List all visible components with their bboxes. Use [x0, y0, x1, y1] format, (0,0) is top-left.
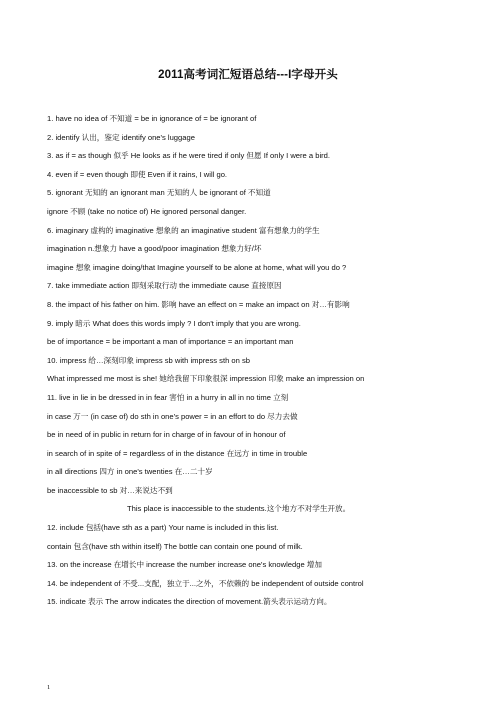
text-line: What impressed me most is she! 她给我留下印象很深 impression 印象 make an impression on [47, 374, 365, 384]
text-line: be inaccessible to sb 对…来说达不到 [47, 485, 173, 495]
text-line: 12. include 包括(have sth as a part) Your name is included in this list. [47, 523, 279, 533]
text-line: imagination n.想象力 have a good/poor imagination 想象力好/坏 [47, 244, 262, 254]
text-line: 11. live in lie in be dressed in in fear 害怕 in a hurry in all in no time 立刻 [47, 392, 289, 402]
text-line: be in need of in public in return for in charge of in favour of in honour of [47, 430, 286, 440]
text-line: ignore 不顾 (take no notice of) He ignored personal danger. [47, 206, 247, 216]
page-number: 1 [47, 684, 51, 691]
text-line: 1. have no idea of 不知道 = be in ignorance of = be ignorant of [47, 114, 257, 123]
text-line: This place is inaccessible to the students.这个地方不对学生开放。 [127, 504, 351, 514]
text-line: 7. take immediate action 即刻采取行动 the immediate cause 直接原因 [47, 281, 282, 291]
text-line: imagine 想象 imagine doing/that Imagine yourself to be alone at home, what will you do ? [47, 262, 347, 272]
text-line: in all directions 四方 in one's twenties 在…二十岁 [47, 467, 213, 477]
text-line: 8. the impact of his father on him. 影响 have an effect on = make an impact on 对…有影响 [47, 299, 350, 309]
text-line: in case 万一 (in case of) do sth in one's power = in an effort to do 尽力去做 [47, 411, 298, 421]
text-line: 9. imply 暗示 What does this words imply ? I don't imply that you are wrong. [47, 318, 301, 328]
text-line: 5. ignorant 无知的 an ignorant man 无知的人 be ignorant of 不知道 [47, 188, 271, 198]
text-line: in search of in spite of = regardless of in the distance 在远方 in time in trouble [47, 448, 308, 458]
text-line: 6. imaginary 虚构的 imaginative 想象的 an imaginative student 富有想象力的学生 [47, 225, 320, 235]
text-line: contain 包含(have sth within itself) The bottle can contain one pound of milk. [47, 541, 303, 551]
text-line: 13. on the increase 在增长中 increase the number increase one's knowledge 增加 [47, 560, 322, 570]
document-title: 2011高考词汇短语总结---I字母开头 [158, 69, 338, 81]
text-line: 3. as if = as though 似乎 He looks as if he were tired if only 但愿 If only I were a bird. [47, 151, 330, 161]
text-line: 10. impress 给…深刻印象 impress sb with impress sth on sb [47, 355, 250, 365]
text-line: 4. even if = even though 即使 Even if it rains, I will go. [47, 169, 228, 179]
text-line: 2. identify 认出，鉴定 identify one's luggage [47, 132, 195, 142]
text-line: be of importance = be important a man of importance = an important man [47, 337, 294, 347]
text-line: 15. indicate 表示 The arrow indicates the direction of movement.箭头表示运动方向。 [47, 597, 332, 607]
document-body [47, 110, 457, 612]
text-line: 14. be independent of 不受...支配，独立于...之外，不依赖的 be independent of outside control [47, 578, 364, 588]
